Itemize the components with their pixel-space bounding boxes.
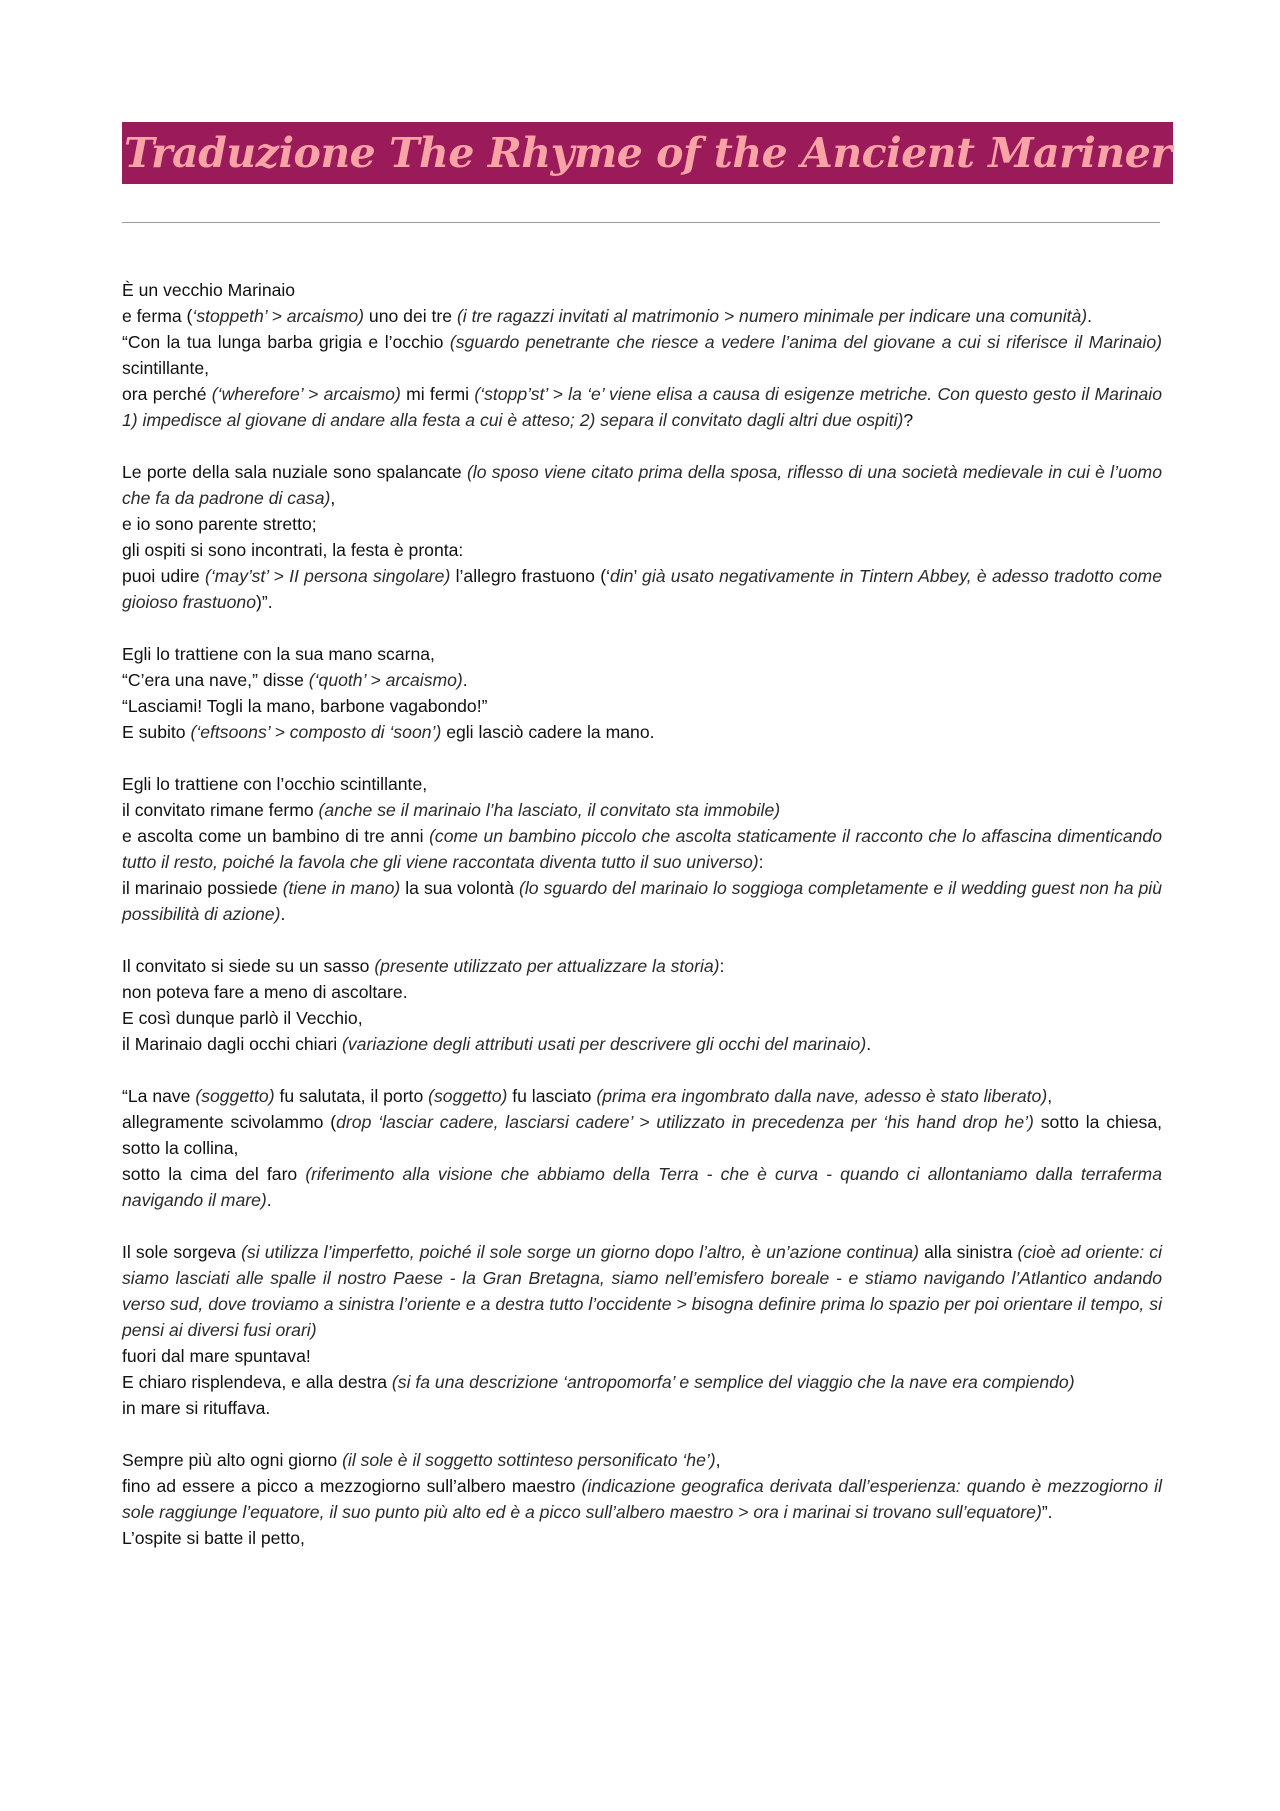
annotation-text: (indicazione geografica derivata dall’esperienza: quando è mezzogiorno il sole raggiunge l’equatore, il suo punto più alto ed è a picco sull’albero maestro > ora i marinai si trovano sull’equatore) [122,1476,1162,1522]
verse-text: ”. [1041,1502,1053,1522]
verse-text: ora perché [122,384,212,404]
verse-text: sotto la cima del faro [122,1164,306,1184]
verse-text: “C’era una nave,” disse [122,670,309,690]
verse-text: E così dunque parlò il Vecchio, [122,1008,363,1028]
annotation-text: (prima era ingombrato dalla nave, adesso è stato liberato) [596,1086,1048,1106]
text-line [122,719,1162,745]
annotation-text: (come un bambino piccolo che ascolta staticamente il racconto che lo affascina dimenticando tutto il resto, poiché la favola che gli viene raccontata diventa tutto il suo universo) [122,826,1162,872]
verse-text: E chiaro risplendeva, e alla destra [122,1372,392,1392]
annotation-text: (anche se il marinaio l’ha lasciato, il convitato sta immobile) [318,800,781,820]
verse-text: Sempre più alto ogni giorno [122,1450,343,1470]
text-line [122,1005,1162,1031]
text-line [122,537,1162,563]
annotation-text: din [609,566,634,586]
verse-text: . [266,1190,272,1210]
annotation-text: (‘eftsoons’ > composto di ‘soon’) [190,722,442,742]
page-title: Traduzione The Rhyme of the Ancient Mariner [124,129,1172,177]
verse-text: la sua volontà [400,878,520,898]
text-line [122,303,1162,329]
text-line [122,771,1162,797]
annotation-text: (lo sguardo del marinaio lo soggioga completamente e il wedding guest non ha più possibilità di azione) [122,878,1162,924]
annotation-text: (‘wherefore’ > arcaismo) [211,384,401,404]
text-line [122,1473,1162,1525]
verse-text: sotto la chiesa, sotto la collina, [122,1112,1162,1158]
annotation-text: (‘may’st’ > II persona singolare) [205,566,451,586]
paragraph [122,1239,1162,1421]
annotation-text: (presente utilizzato per attualizzare la storia) [374,956,720,976]
text-line [122,1447,1162,1473]
verse-text: “Con la tua lunga barba grigia e l’occhio [122,332,450,352]
verse-text: )”. [256,592,273,612]
verse-text: Egli lo trattiene con l’occhio scintillante, [122,774,428,794]
text-line [122,641,1162,667]
verse-text: . [866,1034,872,1054]
title-banner [122,122,1173,184]
verse-text: non poteva fare a meno di ascoltare. [122,982,408,1002]
verse-text: fu lasciato [507,1086,597,1106]
verse-text: fuori dal mare spuntava! [122,1346,311,1366]
verse-text: Egli lo trattiene con la sua mano scarna, [122,644,435,664]
annotation-text: (variazione degli attributi usati per descrivere gli occhi del marinaio) [342,1034,867,1054]
verse-text: scintillante, [122,358,210,378]
text-line [122,953,1162,979]
text-line [122,329,1162,381]
annotation-text: già usato negativamente in Tintern Abbey, è adesso tradotto come gioioso frastuono [122,566,1162,612]
annotation-text: (soggetto) [428,1086,508,1106]
verse-text: È un vecchio Marinaio [122,280,296,300]
annotation-text: (si fa una descrizione ‘antropomorfa’ e semplice del viaggio che la nave era compiendo) [391,1372,1075,1392]
text-line [122,459,1162,511]
verse-text: allegramente scivolammo ( [122,1112,337,1132]
verse-text: : [719,956,725,976]
verse-text: fu salutata, il porto [274,1086,429,1106]
text-line [122,563,1162,615]
verse-text: egli lasciò cadere la mano. [441,722,655,742]
text-line [122,693,1162,719]
paragraph [122,771,1162,927]
verse-text: mi fermi [400,384,475,404]
annotation-text: ‘stoppeth’ > arcaismo) [192,306,365,326]
verse-text: . [462,670,468,690]
verse-text: Le porte della sala nuziale sono spalancate [122,462,467,482]
verse-text: l’allegro frastuono (‘ [450,566,610,586]
annotation-text: (cioè ad oriente: ci siamo lasciati alle spalle il nostro Paese - la Gran Bretagna, siamo nell’emisfero boreale - e stiamo navigando l’Atlantico andando verso sud, dove troviamo a sinistra l’oriente e a destra tutto l’occidente > bisogna definire prima lo spazio per poi orientare il tempo, si pensi ai diversi fusi orari) [122,1242,1162,1340]
verse-text: : [758,852,764,872]
text-line [122,667,1162,693]
paragraph [122,1083,1162,1213]
text-line [122,1343,1162,1369]
verse-text: , [715,1450,721,1470]
text-line [122,1525,1162,1551]
annotation-text: (si utilizza l’imperfetto, poiché il sole sorge un giorno dopo l’altro, è un’azione continua) [241,1242,919,1262]
verse-text: e io sono parente stretto; [122,514,317,534]
verse-text: e ferma ( [122,306,193,326]
text-line [122,277,1162,303]
verse-text: il marinaio possiede [122,878,283,898]
annotation-text: (sguardo penetrante che riesce a vedere l’anima del giovane a cui si riferisce il Marinaio) [449,332,1162,352]
verse-text: il convitato rimane fermo [122,800,319,820]
verse-text: Il convitato si siede su un sasso [122,956,375,976]
text-line [122,511,1162,537]
verse-text: E subito [122,722,191,742]
verse-text: puoi udire [122,566,205,586]
annotation-text: (riferimento alla visione che abbiamo della Terra - che è curva - quando ci allontaniamo dalla terraferma navigando il mare) [122,1164,1163,1210]
text-line [122,823,1162,875]
annotation-text: (‘quoth’ > arcaismo) [308,670,463,690]
text-line [122,1083,1162,1109]
verse-text: “La nave [122,1086,196,1106]
annotation-text: drop ‘lasciar cadere, lasciarsi cadere’ > utilizzato in precedenza per ‘his hand drop he’) [336,1112,1034,1132]
verse-text: fino ad essere a picco a mezzogiorno sull’albero maestro [122,1476,582,1496]
verse-text: Il sole sorgeva [122,1242,242,1262]
annotation-text: (il sole è il soggetto sottinteso personificato ‘he’) [342,1450,716,1470]
annotation-text: (lo sposo viene citato prima della sposa, riflesso di una società medievale in cui è l’uomo che fa da padrone di casa) [122,462,1162,508]
text-line [122,875,1162,927]
verse-text: in mare si rituffava. [122,1398,271,1418]
text-line [122,381,1162,433]
text-line [122,979,1162,1005]
verse-text: L’ospite si batte il petto, [122,1528,305,1548]
verse-text: gli ospiti si sono incontrati, la festa è pronta: [122,540,464,560]
paragraph [122,953,1162,1057]
annotation-text: (‘stopp’st’ > la ‘e’ viene elisa a causa di esigenze metriche. Con questo gesto il Marinaio 1) impedisce al giovane di andare alla festa a cui è atteso; 2) separa il convitato dagli altri due ospiti) [122,384,1162,430]
text-line [122,1369,1162,1395]
annotation-text: (soggetto) [195,1086,275,1106]
verse-text: il Marinaio dagli occhi chiari [122,1034,343,1054]
verse-text: , [1047,1086,1053,1106]
text-line [122,1161,1162,1213]
annotation-text: (tiene in mano) [282,878,401,898]
paragraph [122,459,1162,615]
verse-text: ’ [633,566,643,586]
verse-text: e ascolta come un bambino di tre anni [122,826,430,846]
paragraph [122,641,1162,745]
verse-text: “Lasciami! Togli la mano, barbone vagabondo!” [122,696,488,716]
text-line [122,797,1162,823]
text-line [122,1395,1162,1421]
text-line [122,1031,1162,1057]
text-line [122,1239,1162,1343]
verse-text: . [1087,306,1093,326]
text-line [122,1109,1162,1161]
horizontal-divider [122,222,1160,223]
verse-text: . [280,904,286,924]
paragraph [122,1447,1162,1551]
document-body [122,277,1162,1577]
paragraph [122,277,1162,433]
verse-text: ? [903,410,914,430]
verse-text: alla sinistra [919,1242,1018,1262]
annotation-text: (i tre ragazzi invitati al matrimonio > numero minimale per indicare una comunità) [456,306,1088,326]
verse-text: , [330,488,336,508]
verse-text: uno dei tre [364,306,457,326]
